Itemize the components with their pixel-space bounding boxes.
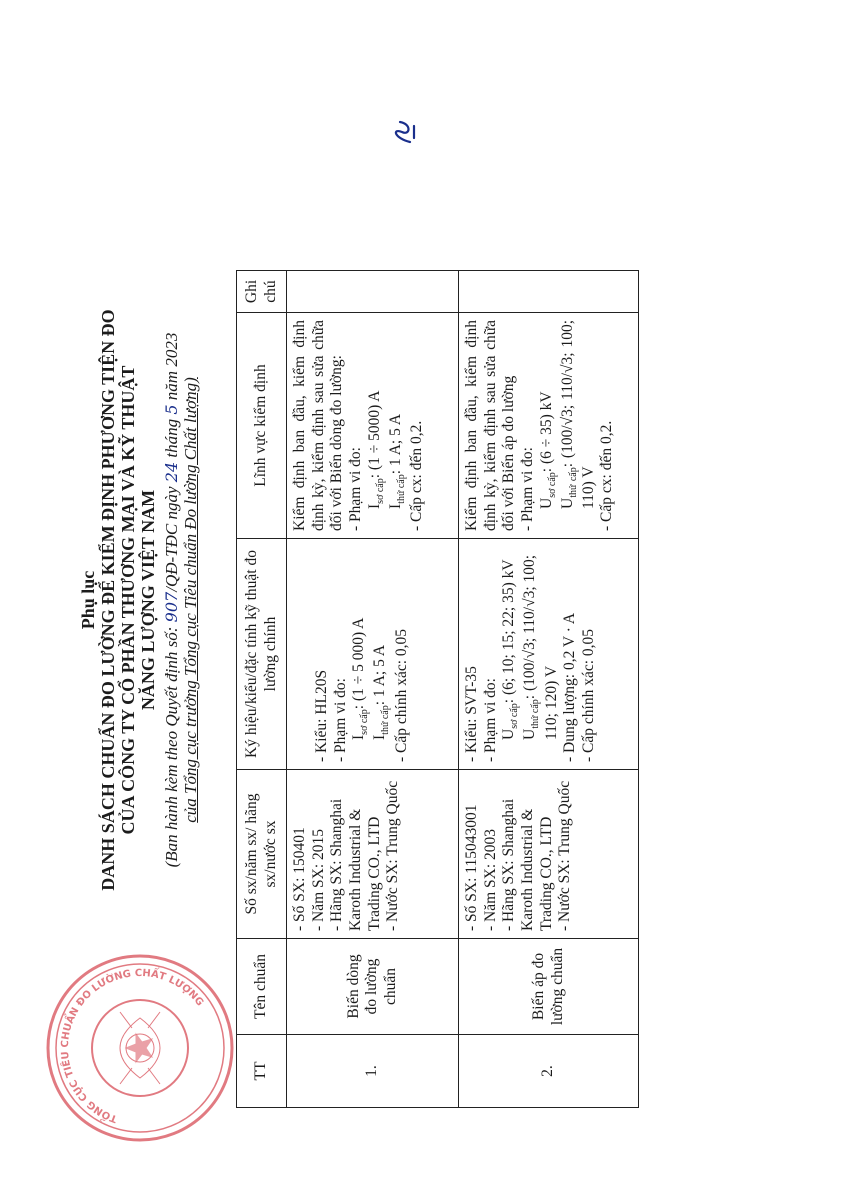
handwritten-decision-number: 907 bbox=[162, 591, 181, 623]
row-field: Kiểm định ban đầu, kiểm định định kỳ, kiểm định sau sửa chữa đối với Biến dòng đo lường: - Phạm vi đo: $I_{sơ cấp}$: (1 ÷ 5000) A $I_{thứ cấp}$: 1 A; 5 A - Cấp cx: đến 0,2. bbox=[287, 313, 459, 539]
row-tt: 2. bbox=[459, 1035, 639, 1108]
row-serial: - Số SX: 115043001 - Năm SX: 2003 - Hãng SX: Shanghai Karoth Industrial & Trading CO., LTD - Nước SX: Trung Quốc bbox=[459, 770, 639, 939]
header-note: Ghi chú bbox=[237, 271, 287, 313]
row-spec: - Kiểu: SVT-35 - Phạm vi đo: $U_{sơ cấp}$: (6; 10; 15; 22; 35) kV $U_{thứ cấp}$: (100/√3; 110/√3; 100; 110; 120) V - Dung lượng: 0,2 V · A - Cấp chính xác: 0,05 bbox=[459, 539, 639, 770]
handwritten-day: 24 bbox=[162, 461, 181, 483]
document-title-line3: NĂNG LƯỢNG VIỆT NAM bbox=[138, 489, 158, 711]
standards-table bbox=[236, 270, 639, 1108]
appendix-label: Phụ lục bbox=[78, 570, 98, 630]
row-name: Biến dòng đo lường chuẩn bbox=[287, 939, 459, 1035]
row-tt: 1. bbox=[287, 1035, 459, 1108]
row-note bbox=[287, 271, 459, 313]
row-name: Biến áp đo lường chuẩn bbox=[459, 939, 639, 1035]
header-name: Tên chuẩn bbox=[237, 939, 287, 1035]
table-row bbox=[459, 271, 639, 1108]
table-header-row bbox=[237, 271, 287, 1108]
row-note bbox=[459, 271, 639, 313]
row-field: Kiểm định ban đầu, kiểm định định kỳ, kiểm định sau sửa chữa đối với Biến áp đo lường - Phạm vi đo: $U_{sơ cấp}$: (6 ÷ 35) kV $U_{thứ cấp}$: (100/√3; 110/√3; 100; 110) V - Cấp cx: đến 0,2. bbox=[459, 313, 639, 539]
header-field: Lĩnh vực kiểm định bbox=[237, 313, 287, 539]
document-title: DANH SÁCH CHUẨN ĐO LƯỜNG ĐỂ KIỂM ĐỊNH PHƯƠNG TIỆN ĐO bbox=[98, 309, 118, 891]
issuance-line: (Ban hành kèm theo Quyết định số: 907/QĐ-TĐC ngày 24 tháng 5 năm 2023 bbox=[162, 332, 181, 868]
document-title-line2: CỦA CÔNG TY CỔ PHẦN THƯƠNG MẠI VÀ KỸ THUẬT bbox=[118, 365, 138, 835]
svg-text:TỔNG CỤC TIÊU CHUẨN ĐO LƯỜNG C: TỔNG CỤC TIÊU CHUẨN ĐO LƯỜNG CHẤT LƯỢNG bbox=[59, 967, 206, 1125]
header-tt: TT bbox=[237, 1035, 287, 1108]
header-spec: Ký hiệu/kiểu/đặc tính kỹ thuật đo lường chính bbox=[237, 539, 287, 770]
handwritten-initial-icon bbox=[388, 118, 418, 148]
row-serial: - Số SX: 150401 - Năm SX: 2015 - Hãng SX: Shanghai Karoth Industrial & Trading CO., LTD - Nước SX: Trung Quốc bbox=[287, 770, 459, 939]
row-spec: - Kiểu: HL20S - Phạm vi đo: $I_{sơ cấp}$: (1 ÷ 5 000) A $I_{thứ cấp}$: 1 A; 5 A - Cấp chính xác: 0,05 bbox=[287, 539, 459, 770]
header-serial: Số sx/năm sx/ hãng sx/nước sx bbox=[237, 770, 287, 939]
table-row bbox=[287, 271, 459, 1108]
issuer-line: của Tổng cục trưởng Tổng cục Tiêu chuẩn Đo lường Chất lượng) bbox=[181, 377, 200, 823]
handwritten-month: 5 bbox=[162, 404, 181, 415]
